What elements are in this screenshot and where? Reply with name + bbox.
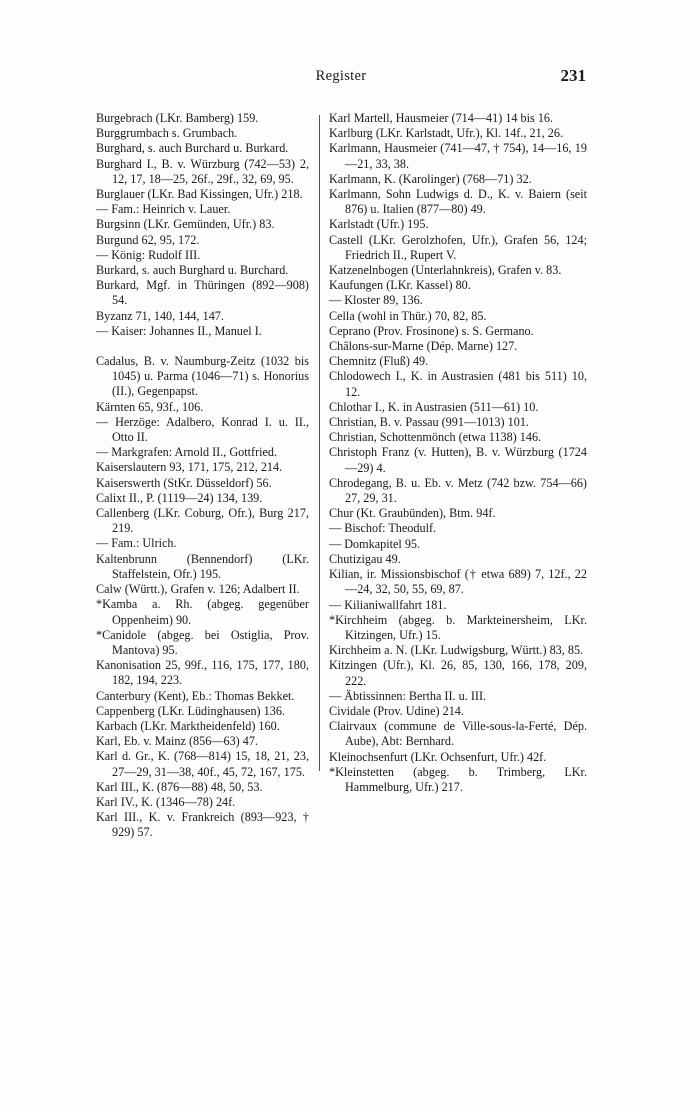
index-entry: Kilian, ir. Missionsbischof († etwa 689) 7, 12f., 22—24, 32, 50, 55, 69, 87. — [329, 567, 587, 597]
index-entry: Calixt II., P. (1119—24) 134, 139. — [96, 490, 263, 505]
index-entry: Chutizigau 49. — [329, 551, 401, 566]
index-entry: Chrodegang, B. u. Eb. v. Metz (742 bzw. 754—66) 27, 29, 31. — [329, 475, 587, 506]
index-entry: — Kilianiwallfahrt 181. — [329, 597, 447, 612]
index-entry: Karlmann, Hausmeier (741—47, † 754), 14—16, 19—21, 33, 38. — [329, 141, 587, 171]
index-entry: *Kirchheim (abgeg. b. Markteinersheim, LKr. Kitzingen, Ufr.) 15. — [329, 612, 587, 642]
index-entry: Burghard I., B. v. Würzburg (742—53) 2, 12, 17, 18—25, 26f., 29f., 32, 69, 95. — [96, 156, 309, 186]
index-entry: Burglauer (LKr. Bad Kissingen, Ufr.) 218. — [96, 187, 303, 202]
index-entry: Callenberg (LKr. Coburg, Ofr.), Burg 217, 219. — [96, 506, 309, 536]
index-entry: — Kloster 89, 136. — [329, 293, 423, 308]
right-column — [329, 111, 587, 795]
index-entry: Kirchheim a. N. (LKr. Ludwigsburg, Württ.) 83, 85. — [329, 643, 584, 658]
index-entry: Burgsinn (LKr. Gemünden, Ufr.) 83. — [96, 217, 275, 232]
index-entry: Karlmann, K. (Karolinger) (768—71) 32. — [329, 171, 532, 186]
index-entry: Kaufungen (LKr. Kassel) 80. — [329, 278, 471, 293]
column-divider — [319, 115, 320, 771]
index-entry: Burggrumbach s. Grumbach. — [96, 126, 238, 141]
index-entry: Karl III., K. (876—88) 48, 50, 53. — [96, 779, 263, 794]
index-entry: *Kamba a. Rh. (abgeg. gegenüber Oppenheim) 90. — [96, 597, 309, 627]
index-entry: — Kaiser: Johannes II., Manuel I. — [96, 323, 262, 338]
index-entry: Kärnten 65, 93f., 106. — [96, 399, 204, 414]
index-entry: *Canidole (abgeg. bei Ostiglia, Prov. Mantova) 95. — [96, 627, 309, 657]
index-entry: Cappenberg (LKr. Lüdinghausen) 136. — [96, 703, 285, 718]
index-entry: Kleinochsenfurt (LKr. Ochsenfurt, Ufr.) 42f. — [329, 749, 547, 764]
index-columns — [96, 111, 588, 1051]
index-entry: Kanonisation 25, 99f., 116, 175, 177, 180, 182, 194, 223. — [96, 658, 309, 688]
index-entry: Castell (LKr. Gerolzhofen, Ufr.), Grafen 56, 124; Friedrich II., Rupert V. — [329, 232, 587, 262]
index-entry: Karl d. Gr., K. (768—814) 15, 18, 21, 23, 27—29, 31—38, 40f., 45, 72, 167, 175. — [96, 749, 309, 779]
index-entry: Chlothar I., K. in Austrasien (511—61) 10. — [329, 399, 539, 414]
index-entry: Burkard, s. auch Burghard u. Burchard. — [96, 263, 289, 278]
index-entry: — Domkapitel 95. — [329, 536, 421, 551]
index-entry: — Fam.: Ulrich. — [96, 536, 177, 551]
index-entry: *Kleinstetten (abgeg. b. Trimberg, LKr. Hammelburg, Ufr.) 217. — [329, 764, 587, 794]
index-entry: Karl Martell, Hausmeier (714—41) 14 bis 16. — [329, 111, 554, 125]
index-entry: — Äbtissinnen: Bertha II. u. III. — [329, 688, 487, 703]
index-entry: — Herzöge: Adalbero, Konrad I. u. II., Otto II. — [96, 414, 309, 445]
index-entry: Clairvaux (commune de Ville-sous-la-Ferté, Dép. Aube), Abt: Bernhard. — [329, 719, 587, 749]
index-entry: — Markgrafen: Arnold II., Gottfried. — [96, 445, 278, 460]
index-entry: Kaiserswerth (StKr. Düsseldorf) 56. — [96, 475, 272, 490]
index-entry: Kaltenbrunn (Bennendorf) (LKr. Staffelstein, Ofr.) 195. — [96, 551, 309, 581]
page-number: 231 — [560, 66, 586, 85]
index-entry: Burghard, s. auch Burchard u. Burkard. — [96, 141, 289, 156]
index-entry: Christian, B. v. Passau (991—1013) 101. — [329, 415, 529, 430]
index-entry: Burgund 62, 95, 172. — [96, 232, 200, 247]
index-entry: Kaiserslautern 93, 171, 175, 212, 214. — [96, 460, 283, 475]
index-entry: — Bischof: Theodulf. — [329, 521, 437, 536]
page-header — [96, 68, 586, 92]
index-entry: Chlodowech I., K. in Austrasien (481 bis 511) 10, 12. — [329, 369, 587, 399]
running-title: Register — [315, 68, 367, 84]
index-entry: Burkard, Mgf. in Thüringen (892—908) 54. — [96, 278, 309, 308]
index-entry: Karlmann, Sohn Ludwigs d. D., K. v. Baiern (seit 876) u. Italien (877—80) 49. — [329, 187, 587, 217]
index-entry: Chemnitz (Fluß) 49. — [329, 354, 429, 369]
index-entry: Cella (wohl in Thür.) 70, 82, 85. — [329, 308, 487, 323]
index-entry: — König: Rudolf III. — [96, 247, 201, 262]
index-entry: Karlburg (LKr. Karlstadt, Ufr.), Kl. 14f., 21, 26. — [329, 126, 564, 141]
index-entry: Christoph Franz (v. Hutten), B. v. Würzburg (1724—29) 4. — [329, 445, 587, 475]
index-entry: Katzenelnbogen (Unterlahnkreis), Grafen v. 83. — [329, 263, 562, 278]
index-entry: Cadalus, B. v. Naumburg-Zeitz (1032 bis 1045) u. Parma (1046—71) s. Honorius (II.), Gegenpapst. — [96, 354, 309, 399]
index-entry: Ceprano (Prov. Frosinone) s. S. Germano. — [329, 323, 534, 338]
index-entry: Chur (Kt. Graubünden), Btm. 94f. — [329, 506, 496, 521]
index-entry: Christian, Schottenmönch (etwa 1138) 146. — [329, 430, 542, 445]
index-entry: Châlons-sur-Marne (Dép. Marne) 127. — [329, 339, 518, 354]
index-entry: Byzanz 71, 140, 144, 147. — [96, 308, 224, 323]
index-entry: Burgebrach (LKr. Bamberg) 159. — [96, 111, 259, 125]
index-entry: — Fam.: Heinrich v. Lauer. — [96, 202, 231, 217]
index-entry: Kitzingen (Ufr.), Kl. 26, 85, 130, 166, 178, 209, 222. — [329, 658, 587, 688]
index-entry: Karl IV., K. (1346—78) 24f. — [96, 794, 236, 809]
index-entry: Karl III., K. v. Frankreich (893—923, † 929) 57. — [96, 810, 309, 840]
left-column — [96, 111, 309, 841]
index-entry: Karl, Eb. v. Mainz (856—63) 47. — [96, 734, 259, 749]
index-entry: Cividale (Prov. Udine) 214. — [329, 703, 464, 718]
index-entry: Karlstadt (Ufr.) 195. — [329, 217, 429, 232]
index-entry: Canterbury (Kent), Eb.: Thomas Bekket. — [96, 688, 295, 703]
index-entry: Karbach (LKr. Marktheidenfeld) 160. — [96, 718, 280, 733]
index-entry: Calw (Württ.), Grafen v. 126; Adalbert II. — [96, 582, 300, 597]
